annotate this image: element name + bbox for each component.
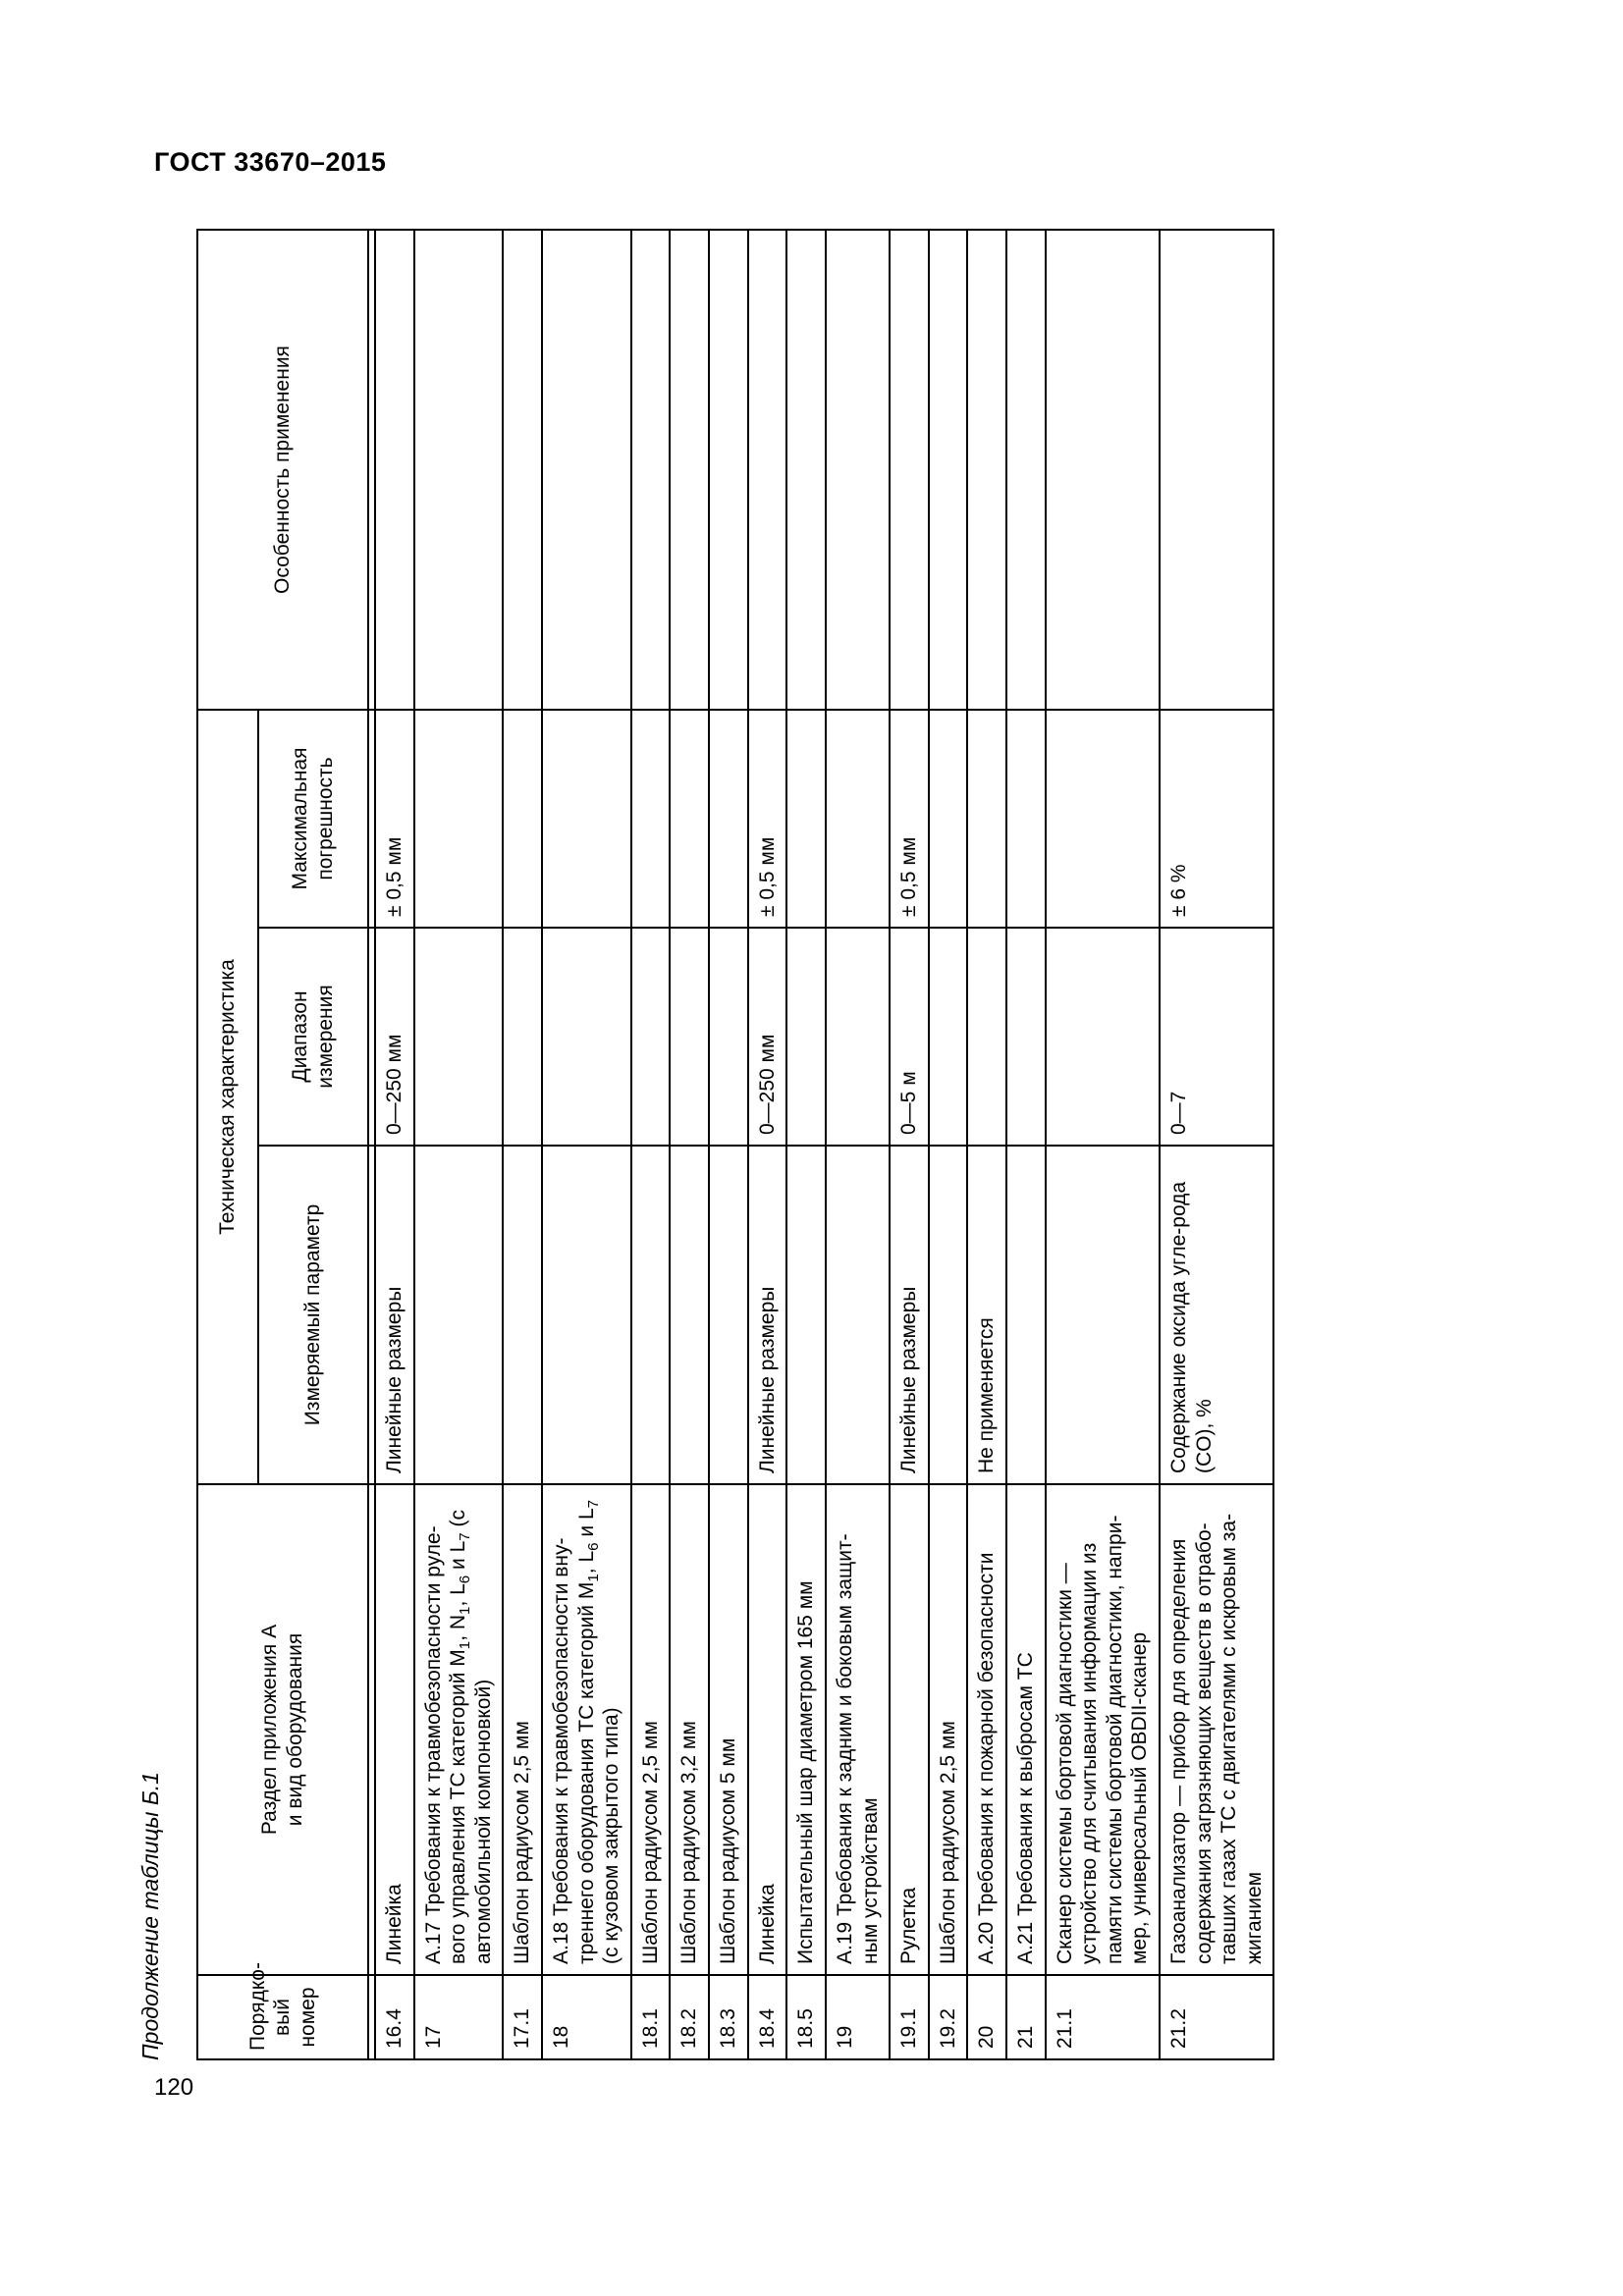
row-measurement-range — [826, 928, 890, 1146]
row-max-error — [929, 710, 968, 928]
row-application-feature — [1046, 230, 1160, 710]
row-application-feature — [503, 230, 542, 710]
table-row — [375, 230, 414, 2059]
row-measurement-range — [929, 928, 968, 1146]
row-measurement-range — [670, 928, 709, 1146]
row-number: 21.2 — [1160, 1975, 1273, 2059]
header-application-feature: Особенность применения — [197, 230, 368, 710]
row-section: Линейка — [375, 1484, 414, 1975]
table-header — [197, 230, 368, 2059]
row-measurement-range — [631, 928, 671, 1146]
row-measurement-range — [503, 928, 542, 1146]
row-measured-parameter — [542, 1146, 631, 1484]
row-section: Сканер системы бортовой диагностики — устройство для считывания информации из памяти системы бортовой диагностики, напри-мер, универсальный OBDII-сканер — [1046, 1484, 1160, 1975]
row-section: Газоанализатор — прибор для определения содержания загрязняющих веществ в отрабо-тавших газах ТС с двигателями с искровым за-жиганием — [1160, 1484, 1273, 1975]
table-row — [929, 230, 968, 2059]
row-measured-parameter — [631, 1146, 671, 1484]
row-number: 17 — [414, 1975, 504, 2059]
row-measured-parameter — [414, 1146, 504, 1484]
rotated-table-sheet — [137, 231, 1434, 2060]
row-section: Шаблон радиусом 2,5 мм — [929, 1484, 968, 1975]
table-row — [1006, 230, 1046, 2059]
row-max-error — [414, 710, 504, 928]
row-measured-parameter — [826, 1146, 890, 1484]
document-header: ГОСТ 33670–2015 — [154, 147, 387, 177]
row-measurement-range — [709, 928, 748, 1146]
row-number: 20 — [967, 1975, 1006, 2059]
row-max-error — [1046, 710, 1160, 928]
row-max-error — [670, 710, 709, 928]
row-section: Шаблон радиусом 5 мм — [709, 1484, 748, 1975]
row-max-error — [631, 710, 671, 928]
table-row — [786, 230, 826, 2059]
row-number: 19.1 — [890, 1975, 929, 2059]
table-row — [748, 230, 787, 2059]
row-measurement-range — [542, 928, 631, 1146]
table-row — [631, 230, 671, 2059]
row-section: А.19 Требования к задним и боковым защит-ным устройствам — [826, 1484, 890, 1975]
equipment-table — [196, 229, 1274, 2060]
row-measured-parameter — [1006, 1146, 1046, 1484]
row-measured-parameter — [670, 1146, 709, 1484]
row-max-error: ± 0,5 мм — [890, 710, 929, 928]
row-application-feature — [1006, 230, 1046, 710]
table-row — [1046, 230, 1160, 2059]
row-application-feature — [631, 230, 671, 710]
table-row — [503, 230, 542, 2059]
page-number: 120 — [154, 2074, 194, 2101]
row-application-feature — [1160, 230, 1273, 710]
row-max-error — [542, 710, 631, 928]
row-section: Рулетка — [890, 1484, 929, 1975]
header-section: Раздел приложения А и вид оборудования — [197, 1484, 368, 1975]
row-measurement-range — [967, 928, 1006, 1146]
row-application-feature — [709, 230, 748, 710]
row-number: 18.4 — [748, 1975, 787, 2059]
row-max-error — [709, 710, 748, 928]
header-separator-row — [368, 230, 375, 2059]
row-measurement-range — [1006, 928, 1046, 1146]
row-application-feature — [414, 230, 504, 710]
row-measurement-range: 0—250 мм — [375, 928, 414, 1146]
row-section: А.18 Требования к травмобезопасности вну-треннего оборудования ТС категорий $M_1$, $L_6$ и $L_7$ (с кузовом закрытого типа) — [542, 1484, 631, 1975]
row-application-feature — [967, 230, 1006, 710]
row-max-error: ± 6 % — [1160, 710, 1273, 928]
row-measured-parameter — [709, 1146, 748, 1484]
row-max-error — [786, 710, 826, 928]
table-row — [709, 230, 748, 2059]
row-measured-parameter: Содержание оксида угле-рода (CO), % — [1160, 1146, 1273, 1484]
table-row — [1160, 230, 1273, 2059]
row-measurement-range — [1046, 928, 1160, 1146]
table-body — [368, 230, 1273, 2059]
row-number: 19 — [826, 1975, 890, 2059]
row-max-error — [967, 710, 1006, 928]
row-section: Шаблон радиусом 3,2 мм — [670, 1484, 709, 1975]
row-measured-parameter: Линейные размеры — [890, 1146, 929, 1484]
header-measurement-range: Диапазон измерения — [258, 928, 368, 1146]
row-max-error — [826, 710, 890, 928]
row-measurement-range: 0—250 мм — [748, 928, 787, 1146]
row-number: 19.2 — [929, 1975, 968, 2059]
row-section: А.20 Требования к пожарной безопасности — [967, 1484, 1006, 1975]
row-number: 18.3 — [709, 1975, 748, 2059]
row-number: 17.1 — [503, 1975, 542, 2059]
row-measured-parameter — [786, 1146, 826, 1484]
row-measured-parameter: Не применяется — [967, 1146, 1006, 1484]
row-number: 21 — [1006, 1975, 1046, 2059]
header-tech-characteristic: Техническая характеристика — [197, 710, 258, 1484]
row-max-error: ± 0,5 мм — [748, 710, 787, 928]
header-measured-parameter: Измеряемый параметр — [258, 1146, 368, 1484]
table-caption: Продолжение таблицы Б.1 — [137, 1772, 163, 2060]
row-number: 18.1 — [631, 1975, 671, 2059]
row-measurement-range: 0—7 — [1160, 928, 1273, 1146]
table-row — [826, 230, 890, 2059]
row-number: 18 — [542, 1975, 631, 2059]
row-application-feature — [929, 230, 968, 710]
table-row — [542, 230, 631, 2059]
row-number: 21.1 — [1046, 1975, 1160, 2059]
table-row — [670, 230, 709, 2059]
row-section: Шаблон радиусом 2,5 мм — [503, 1484, 542, 1975]
row-number: 18.5 — [786, 1975, 826, 2059]
row-measurement-range — [786, 928, 826, 1146]
row-section: А.21 Требования к выбросам ТС — [1006, 1484, 1046, 1975]
row-section: А.17 Требования к травмобезопасности руле-вого управления ТС категорий $M_1$, $N_1$, $L_6$ и $L_7$ (с автомобильной компоновкой) — [414, 1484, 504, 1975]
row-measured-parameter: Линейные размеры — [748, 1146, 787, 1484]
table-row — [967, 230, 1006, 2059]
row-section: Шаблон радиусом 2,5 мм — [631, 1484, 671, 1975]
row-number: 16.4 — [375, 1975, 414, 2059]
row-max-error: ± 0,5 мм — [375, 710, 414, 928]
row-application-feature — [542, 230, 631, 710]
row-number: 18.2 — [670, 1975, 709, 2059]
header-max-error: Максимальная погрешность — [258, 710, 368, 928]
row-measured-parameter — [929, 1146, 968, 1484]
row-measurement-range: 0—5 м — [890, 928, 929, 1146]
row-measured-parameter: Линейные размеры — [375, 1146, 414, 1484]
row-measurement-range — [414, 928, 504, 1146]
row-application-feature — [670, 230, 709, 710]
row-application-feature — [786, 230, 826, 710]
table-row — [414, 230, 504, 2059]
row-max-error — [1006, 710, 1046, 928]
row-application-feature — [826, 230, 890, 710]
row-max-error — [503, 710, 542, 928]
row-section: Линейка — [748, 1484, 787, 1975]
row-application-feature — [748, 230, 787, 710]
table-row — [890, 230, 929, 2059]
row-measured-parameter — [1046, 1146, 1160, 1484]
row-application-feature — [890, 230, 929, 710]
header-number: Порядко- вый номер — [197, 1975, 368, 2059]
row-application-feature — [375, 230, 414, 710]
row-section: Испытательный шар диаметром 165 мм — [786, 1484, 826, 1975]
row-measured-parameter — [503, 1146, 542, 1484]
